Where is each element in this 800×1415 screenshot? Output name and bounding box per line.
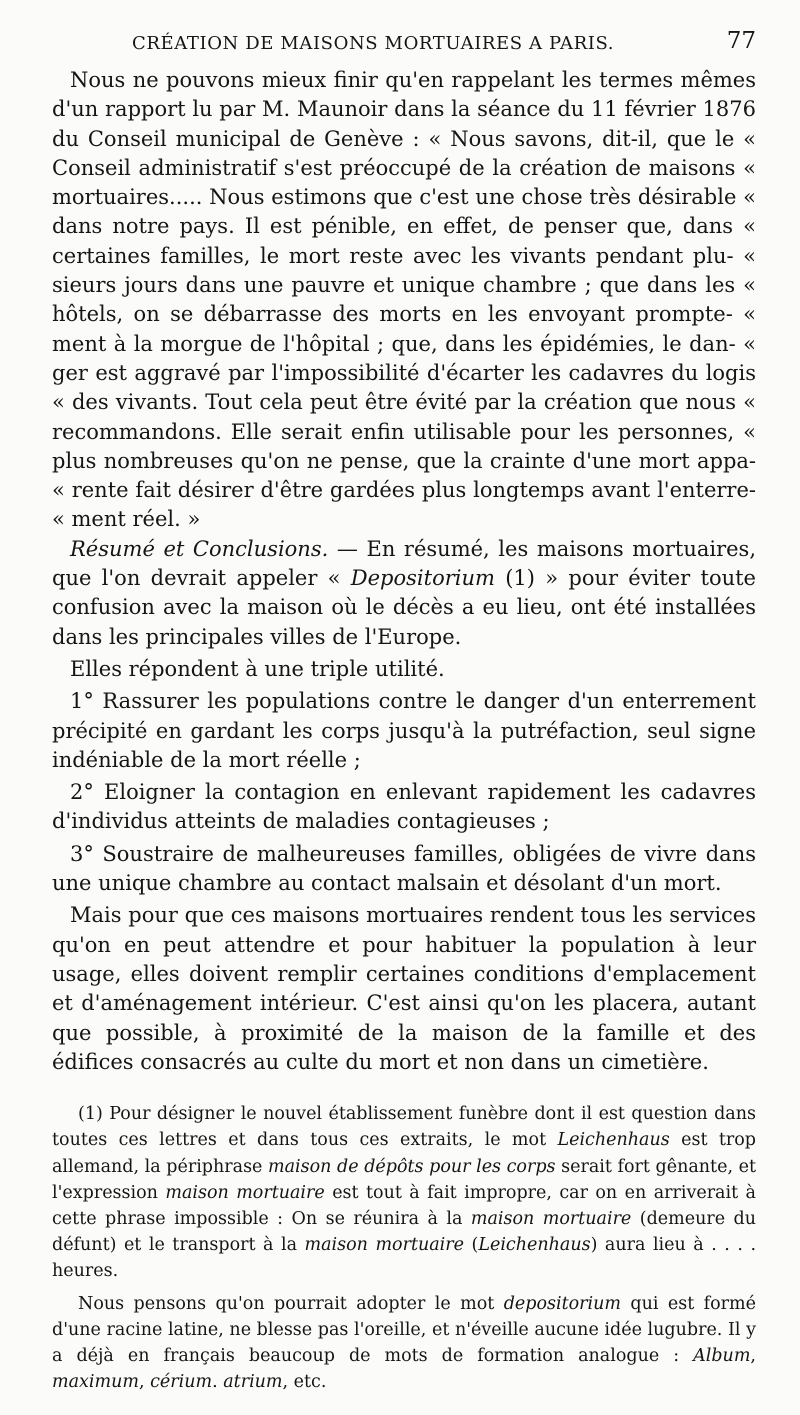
- footnote-text: serait fort gênante, et l'expression: [52, 1156, 756, 1203]
- paragraph-triple-utilite: Elles répondent à une triple utilité.: [70, 656, 445, 681]
- footnote-text: ,: [750, 1345, 756, 1366]
- footnote-1-continued: [52, 1291, 756, 1396]
- term-periphrase: maison de dépôts pour les corps: [268, 1156, 556, 1177]
- term-leichenhaus: Leichenhaus: [557, 1130, 670, 1151]
- paragraph-point-3: 3° Soustraire de malheureuses familles, obligées de vivre dans une unique chambre au contact malsain et désolant d'un mort.: [52, 841, 756, 896]
- footnote-text: Nous pensons qu'on pourrait adopter le mot: [78, 1293, 504, 1314]
- paragraph-quote-maunoir: Nous ne pouvons mieux finir qu'en rappelant les termes mêmes d'un rapport lu par M. Maunoir dans la séance du 11 février 1876 du Conseil municipal de Genève : « Nous savons, dit-il, que le « Conseil administratif s'est préoccupé de la création de maisons « mortuaires..... Nous estimons que c'est une chose très désirable « dans notre pays. Il est pénible, en effet, de penser que, dans « certaines familles, le mort reste avec les vivants pendant plu- « sieurs jours dans une pauvre et unique chambre ; que dans les « hôtels, on se débarrasse des morts en les envoyant prompte- « ment à la morgue de l'hôpital ; que, dans les épidémies, le dan- « ger est aggravé par l'impossibilité d'écarter les cadavres du logis « des vivants. Tout cela peut être évité par la création que nous « recommandons. Elle serait enfin utilisable pour les personnes, « plus nombreuses qu'on ne pense, que la crainte d'une mort appa- « rente fait désirer d'être gardées plus longtemps avant l'enterre- « ment réel. »: [52, 68, 756, 532]
- paragraph-point-1: 1° Rassurer les populations contre le danger d'un enterrement précipité en gardant les corps jusqu'à la putréfaction, seul signe indéniable de la mort réelle ;: [52, 689, 756, 772]
- resume-text-part1: — En résumé, les maisons mortuaires, que l'on devrait appeler «: [52, 536, 757, 591]
- term-maximum: maximum: [52, 1372, 139, 1393]
- footnote-text: (demeure du défunt) et le transport à la: [52, 1208, 757, 1256]
- footnote-text: ) aura lieu à . . . . heures.: [52, 1235, 757, 1282]
- page-header: [52, 26, 756, 66]
- paragraph-conditions: Mais pour que ces maisons mortuaires rendent tous les services qu'on en peut attendre et pour habituer la population à leur usage, elles doivent remplir certaines conditions d'emplacement et d'aménagement intérieur. C'est ainsi qu'on les placera, autant que possible, à proximité de la maison de la famille et des édifices consacrés au culte du mort et non dans un cimetière.: [52, 903, 756, 1074]
- page-number: 77: [726, 28, 756, 54]
- running-head: CRÉATION DE MAISONS MORTUAIRES A PARIS.: [132, 33, 615, 54]
- term-depositorium: depositorium: [503, 1293, 621, 1314]
- footnote-text: est trop allemand, la périphrase: [52, 1130, 756, 1177]
- paragraph-point-2: 2° Eloigner la contagion en enlevant rapidement les cadavres d'individus atteints de maladies contagieuses ;: [52, 780, 756, 834]
- footnote-text: (1) Pour désigner le nouvel établissement funèbre dont il est question dans toutes ces lettres et dans tous ces extraits, le mot: [52, 1104, 756, 1151]
- footnote-text: est tout à fait impropre, car on en arriverait à cette phrase impossible : On se réunira à la: [52, 1182, 756, 1229]
- term-maison-mortuaire: maison mortuaire: [165, 1182, 325, 1203]
- paragraph-resume: [52, 535, 756, 652]
- section-heading-resume: Résumé et Conclusions.: [70, 536, 329, 561]
- term-atrium: atrium: [223, 1372, 283, 1393]
- main-text: [52, 66, 756, 1077]
- term-maison-mortuaire: maison mortuaire: [470, 1208, 632, 1229]
- term-depositorium: Depositorium: [350, 566, 495, 591]
- footnote-text: qui est formé d'une racine latine, ne blesse pas l'oreille, et n'éveille aucune idée lugubre. Il y a déjà en français beaucoup de mots de formation analogue :: [52, 1293, 756, 1366]
- footnote-1: [52, 1101, 756, 1284]
- term-cerium: cérium: [150, 1372, 213, 1393]
- footnotes: [52, 1101, 756, 1395]
- term-leichenhaus: Leichenhaus: [478, 1235, 591, 1256]
- footnote-text: ,: [138, 1372, 151, 1393]
- term-album: Album: [693, 1345, 751, 1366]
- term-maison-mortuaire: maison mortuaire: [304, 1235, 465, 1256]
- footnote-text: , etc.: [282, 1372, 327, 1393]
- resume-text-part2: (1) » pour éviter toute confusion avec la maison où le décès a eu lieu, ont été installées dans les principales villes de l'Europe.: [52, 566, 756, 649]
- footnote-text: .: [212, 1372, 224, 1393]
- footnote-text: (: [464, 1235, 479, 1256]
